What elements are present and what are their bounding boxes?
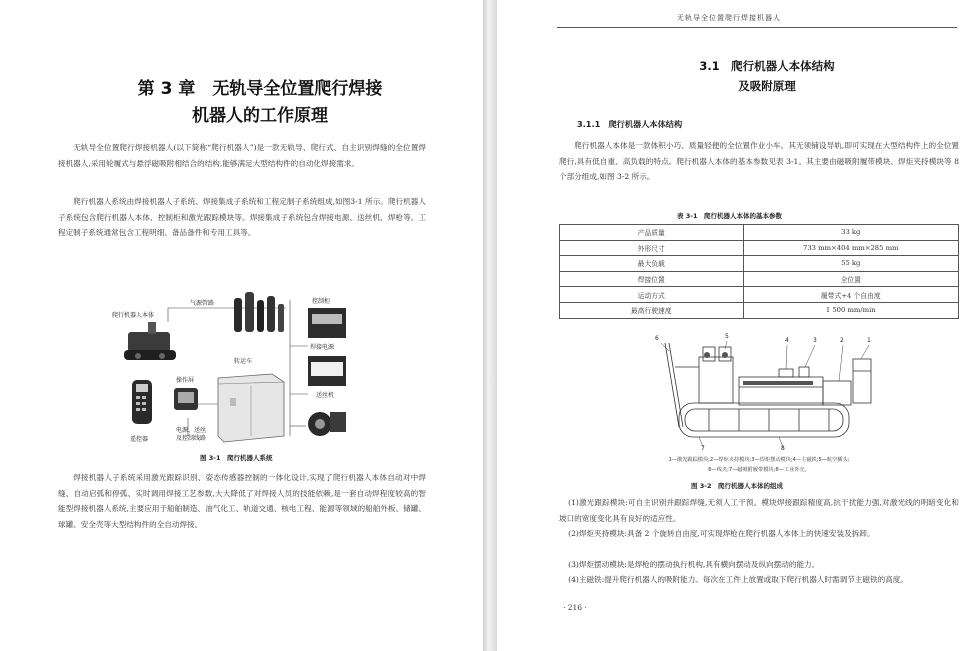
param-name: 焊接位置 [560,271,744,287]
param-value: 全位置 [743,271,958,287]
figure-3-2-legend [559,456,959,475]
param-name: 产品质量 [560,225,744,241]
legend-line2: 6—线夹;7—磁吸附履带模块;8—工业外壳。 [708,466,810,473]
figure-3-2-caption: 图 3-2 爬行机器人本体的组成 [691,482,784,490]
chapter-title-line2: 机器人的工作原理 [192,106,328,126]
list-item: (2)焊炬夹持模块:具备 2 个旋转自由度,可实现焊枪在爬行机器人本体上的快速安装及拆卸。 [568,529,875,538]
label-transport-cart: 转运车 [234,358,253,365]
table-row [560,271,959,287]
table-row [560,256,959,272]
table-row [560,287,959,303]
running-header: 无轨导全位置爬行焊接机器人 [677,14,781,22]
label-welding-power: 焊接电源 [310,344,335,351]
callout-2: 2 [840,337,844,344]
label-operation-screen: 操作屏 [176,377,195,384]
param-value: 1 500 mm/min [743,302,958,318]
table-row [560,302,959,318]
param-value: 33 kg [743,225,958,241]
subsystem-paragraph: 焊接机器人子系统采用激光跟踪识别、姿态传感器控制的一体化设计,实现了爬行机器人本体自动对中焊缝、自动启弧和停弧、实时调用焊接工艺参数,大大降低了对焊接人员的技能依赖,是一套自动焊程度较高的智能型焊接机器人系统,主要应用于船舶制造、油气化工、轨道交通、核电工程、能源等领域的船舶外板、储罐、球罐、安全壳等大型结构件的全自动焊接。 [58,473,426,529]
figure-3-2-robot-body [639,333,889,453]
section-title-line2: 及吸附原理 [738,79,796,93]
list-item: (3)焊炬摆动模块:是焊枪的摆动执行机构,具有横向摆动及纵向摆动的能力。 [568,560,820,569]
figure-3-1-robot-system [108,286,368,454]
header-rule [557,27,957,28]
section-title [647,56,887,96]
label-gas-line: 气源管路 [190,300,215,307]
right-page [497,0,980,651]
chapter-title-line1: 第 3 章 无轨导全位置爬行焊接 [137,79,383,99]
label-robot-body: 爬行机器人本体 [112,312,155,319]
param-name: 运动方式 [560,287,744,303]
wire-feeder-graphic [308,412,346,436]
callout-6: 6 [655,335,659,342]
label-remote-controller: 遥控器 [130,436,149,443]
list-item: (4)主磁铁:提升爬行机器人的吸附能力。每次在工件上放置或取下爬行机器人时需调节主磁铁的高度。 [568,575,908,584]
param-name: 最大负载 [560,256,744,272]
robot-body-graphic [124,322,176,360]
left-page [0,0,483,651]
callout-7: 7 [701,445,705,452]
body-structure-paragraph: 爬行机器人本体是一款体积小巧、质量轻便的全位置作业小车。其无须铺设导轨,即可实现在大型结构件上的全位置爬行,具有低自重、高负载的特点。爬行机器人本体的基本参数见表 3-1。其主要由磁吸附履带模块、焊炬夹持模块等 8 个部分组成,如图 3-2 所示。 [559,141,959,181]
callout-4: 4 [785,337,789,344]
page-number: · 216 · [563,603,587,612]
table-row [560,225,959,241]
label-control-cabinet: 控制柜 [312,298,331,305]
book-gutter [483,0,497,651]
callout-1: 1 [867,337,871,344]
intro-paragraph: 无轨导全位置爬行焊接机器人(以下简称“爬行机器人”)是一款无轨导、爬行式、自主识别焊缝的全位置焊接机器人,采用轮履式与悬浮磁吸附相结合的结构,能够满足大型结构件的自动化焊接需求。 [58,143,426,168]
legend-line1: 1—激光跟踪模块;2—焊炬夹持模块;3—焊炬摆动模块;4—主磁铁;5—航空插头; [668,457,850,463]
operation-screen-graphic [174,388,198,410]
callout-5: 5 [725,333,729,340]
param-value: 55 kg [743,256,958,272]
control-cabinet-graphic [308,308,346,338]
subsection-title: 3.1.1 爬行机器人本体结构 [577,119,683,129]
chapter-title [100,76,420,130]
robot-body-line-drawing [639,337,889,453]
callout-8: 8 [781,445,785,452]
label-wire-feeder: 送丝机 [316,392,335,399]
param-value: 履带式+4 个自由度 [743,287,958,303]
parameter-table [559,224,959,319]
label-power-lines-1: 电源、送丝 [176,427,207,434]
figure-3-1-caption: 图 3-1 爬行机器人系统 [200,454,273,462]
list-item: (1)激光跟踪模块:可自主识别并跟踪焊缝,无须人工干预。模块焊接跟踪精度高,抗干扰能力强,对激光线的明暗变化和坡口的宽度变化具有良好的适应性。 [559,498,959,523]
table-row [560,240,959,256]
label-power-lines-2: 及控制线路 [176,435,207,442]
param-name: 最高行驶速度 [560,302,744,318]
gas-cylinders-graphic [234,292,284,332]
transport-cart-graphic [218,374,284,442]
param-value: 733 mm×404 mm×285 mm [743,240,958,256]
table-3-1-caption: 表 3-1 爬行机器人本体的基本参数 [677,212,783,220]
callout-3: 3 [813,337,817,344]
remote-controller-graphic [132,380,152,424]
system-paragraph: 爬行机器人系统由焊接机器人子系统、焊接集成子系统和工程定制子系统组成,如图3-1 所示。爬行机器人子系统包含爬行机器人本体、控制柜和激光跟踪模块等。焊接集成子系统包含焊接电源、送丝机、焊枪等。工程定制子系统通常包含工程明细、备品备件和专用工具等。 [58,197,426,237]
section-title-line1: 3.1 爬行机器人本体结构 [699,59,835,73]
welding-power-graphic [308,356,346,386]
param-name: 外形尺寸 [560,240,744,256]
